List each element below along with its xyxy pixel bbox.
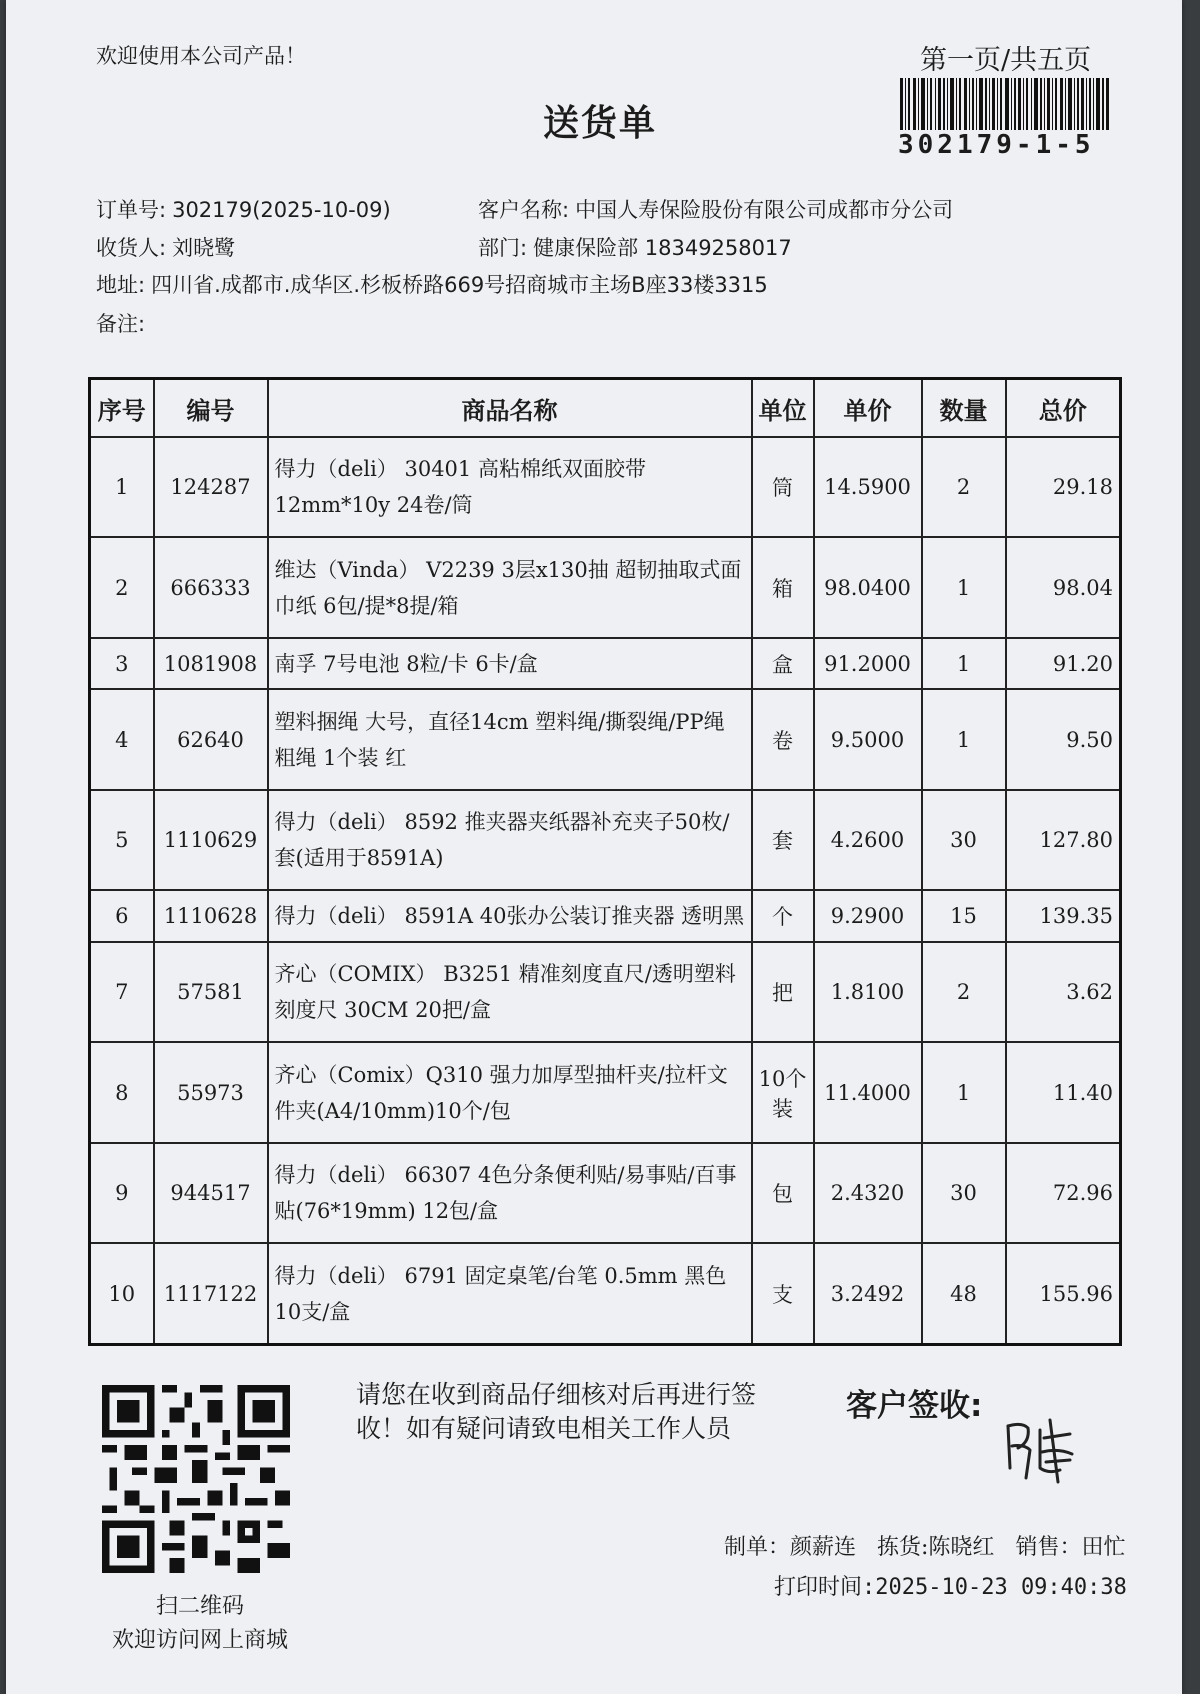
table-row bbox=[90, 638, 1121, 690]
cell-no: 10 bbox=[90, 1243, 154, 1344]
cell-price: 98.0400 bbox=[814, 537, 922, 637]
cell-total: 11.40 bbox=[1006, 1042, 1121, 1142]
receiver-label: 收货人: bbox=[96, 236, 167, 260]
cell-no: 1 bbox=[90, 437, 154, 537]
cell-qty: 15 bbox=[922, 890, 1006, 942]
qr-caption-line-1: 扫二维码 bbox=[155, 1594, 244, 1619]
items-table bbox=[88, 377, 1122, 1346]
page-info: 第一页/共五页 bbox=[920, 45, 1092, 76]
customer-name-label: 客户名称: bbox=[478, 198, 570, 222]
qr-caption bbox=[90, 1590, 310, 1658]
cell-unit: 把 bbox=[752, 942, 814, 1042]
address-field bbox=[96, 269, 768, 299]
customer-name-value: 中国人寿保险股份有限公司成都市分公司 bbox=[575, 198, 954, 222]
cell-qty: 30 bbox=[922, 1143, 1006, 1243]
order-number-label: 订单号: bbox=[96, 198, 167, 222]
address-value: 四川省.成都市.成华区.杉板桥路669号招商城市主场B座33楼3315 bbox=[151, 273, 768, 297]
cell-price: 4.2600 bbox=[814, 790, 922, 890]
table-row bbox=[90, 437, 1121, 537]
col-header-name: 商品名称 bbox=[268, 379, 752, 438]
cell-code: 55973 bbox=[154, 1042, 268, 1142]
cell-total: 127.80 bbox=[1006, 790, 1121, 890]
col-header-code: 编号 bbox=[154, 379, 268, 438]
cell-qty: 1 bbox=[922, 638, 1006, 690]
cell-name: 塑料捆绳 大号，直径14cm 塑料绳/撕裂绳/PP绳粗绳 1个装 红 bbox=[268, 689, 752, 789]
cell-qty: 1 bbox=[922, 1042, 1006, 1142]
order-number-field bbox=[96, 194, 391, 224]
cell-unit: 支 bbox=[752, 1243, 814, 1344]
cell-total: 98.04 bbox=[1006, 537, 1121, 637]
cell-price: 3.2492 bbox=[814, 1243, 922, 1344]
cell-price: 11.4000 bbox=[814, 1042, 922, 1142]
cell-name: 齐心（Comix）Q310 强力加厚型抽杆夹/拉杆文件夹(A4/10mm)10个/包 bbox=[268, 1042, 752, 1142]
cell-unit: 箱 bbox=[752, 537, 814, 637]
table-row bbox=[90, 1042, 1121, 1142]
cell-name: 齐心（COMIX） B3251 精准刻度直尺/透明塑料刻度尺 30CM 20把/盒 bbox=[268, 942, 752, 1042]
cell-price: 1.8100 bbox=[814, 942, 922, 1042]
order-number-value: 302179(2025-10-09) bbox=[172, 198, 391, 222]
cell-qty: 1 bbox=[922, 689, 1006, 789]
cell-no: 3 bbox=[90, 638, 154, 690]
receipt-notice: 请您在收到商品仔细核对后再进行签收！如有疑问请致电相关工作人员 bbox=[356, 1380, 757, 1443]
department-field bbox=[478, 232, 792, 262]
cell-unit: 套 bbox=[752, 790, 814, 890]
print-time: 打印时间:2025-10-23 09:40:38 bbox=[774, 1575, 1127, 1600]
table-row bbox=[90, 1243, 1121, 1344]
cell-no: 6 bbox=[90, 890, 154, 942]
cell-code: 62640 bbox=[154, 689, 268, 789]
customer-name-field bbox=[478, 194, 953, 224]
barcode-number: 302179-1-5 bbox=[898, 130, 1095, 160]
cell-name: 得力（deli） 8591A 40张办公装订推夹器 透明黑 bbox=[268, 890, 752, 942]
department-label: 部门: bbox=[478, 236, 528, 260]
cell-name: 得力（deli） 8592 推夹器夹纸器补充夹子50枚/套(适用于8591A) bbox=[268, 790, 752, 890]
handwritten-signature bbox=[1000, 1408, 1080, 1488]
cell-unit: 包 bbox=[752, 1143, 814, 1243]
cell-price: 14.5900 bbox=[814, 437, 922, 537]
cell-price: 91.2000 bbox=[814, 638, 922, 690]
cell-qty: 2 bbox=[922, 942, 1006, 1042]
cell-code: 1117122 bbox=[154, 1243, 268, 1344]
sales: 销售：田忙 bbox=[1015, 1535, 1126, 1560]
cell-no: 2 bbox=[90, 537, 154, 637]
cell-name: 得力（deli） 30401 高粘棉纸双面胶带 12mm*10y 24卷/筒 bbox=[268, 437, 752, 537]
picker: 拣货:陈晓红 bbox=[877, 1535, 995, 1560]
cell-no: 8 bbox=[90, 1042, 154, 1142]
table-row bbox=[90, 1143, 1121, 1243]
receiver-field bbox=[96, 232, 235, 262]
cell-code: 1110628 bbox=[154, 890, 268, 942]
cell-code: 1081908 bbox=[154, 638, 268, 690]
cell-name: 南孚 7号电池 8粒/卡 6卡/盒 bbox=[268, 638, 752, 690]
cell-code: 57581 bbox=[154, 942, 268, 1042]
cell-total: 3.62 bbox=[1006, 942, 1121, 1042]
cell-qty: 48 bbox=[922, 1243, 1006, 1344]
qr-code bbox=[102, 1385, 290, 1573]
cell-no: 9 bbox=[90, 1143, 154, 1243]
table-header-row bbox=[90, 379, 1121, 438]
address-label: 地址: bbox=[96, 273, 146, 297]
barcode bbox=[900, 78, 1110, 130]
cell-unit: 盒 bbox=[752, 638, 814, 690]
cell-qty: 30 bbox=[922, 790, 1006, 890]
customer-sign-label: 客户签收: bbox=[846, 1388, 983, 1424]
cell-name: 得力（deli） 6791 固定桌笔/台笔 0.5mm 黑色 10支/盒 bbox=[268, 1243, 752, 1344]
cell-unit: 10个装 bbox=[752, 1042, 814, 1142]
cell-total: 29.18 bbox=[1006, 437, 1121, 537]
document-title: 送货单 bbox=[542, 103, 657, 144]
department-value: 健康保险部 18349258017 bbox=[533, 236, 792, 260]
table-row bbox=[90, 689, 1121, 789]
cell-code: 666333 bbox=[154, 537, 268, 637]
cell-unit: 个 bbox=[752, 890, 814, 942]
qr-caption-line-2: 欢迎访问网上商城 bbox=[111, 1628, 288, 1653]
col-header-qty: 数量 bbox=[922, 379, 1006, 438]
cell-unit: 卷 bbox=[752, 689, 814, 789]
cell-code: 124287 bbox=[154, 437, 268, 537]
cell-name: 得力（deli） 66307 4色分条便利贴/易事贴/百事贴(76*19mm) 12包/盒 bbox=[268, 1143, 752, 1243]
table-row bbox=[90, 890, 1121, 942]
cell-total: 9.50 bbox=[1006, 689, 1121, 789]
cell-qty: 2 bbox=[922, 437, 1006, 537]
staff-line bbox=[724, 1530, 1139, 1561]
cell-unit: 筒 bbox=[752, 437, 814, 537]
cell-total: 155.96 bbox=[1006, 1243, 1121, 1344]
table-row bbox=[90, 790, 1121, 890]
col-header-no: 序号 bbox=[90, 379, 154, 438]
cell-price: 9.2900 bbox=[814, 890, 922, 942]
cell-name: 维达（Vinda） V2239 3层x130抽 超韧抽取式面巾纸 6包/提*8提/箱 bbox=[268, 537, 752, 637]
cell-code: 944517 bbox=[154, 1143, 268, 1243]
cell-no: 5 bbox=[90, 790, 154, 890]
receiver-value: 刘晓鹭 bbox=[172, 236, 236, 260]
cell-no: 4 bbox=[90, 689, 154, 789]
table-row bbox=[90, 537, 1121, 637]
cell-price: 2.4320 bbox=[814, 1143, 922, 1243]
col-header-total: 总价 bbox=[1006, 379, 1121, 438]
cell-qty: 1 bbox=[922, 537, 1006, 637]
cell-price: 9.5000 bbox=[814, 689, 922, 789]
table-row bbox=[90, 942, 1121, 1042]
remark-label: 备注: bbox=[96, 312, 146, 336]
cell-total: 72.96 bbox=[1006, 1143, 1121, 1243]
cell-code: 1110629 bbox=[154, 790, 268, 890]
col-header-unit: 单位 bbox=[752, 379, 814, 438]
remark-field bbox=[96, 308, 151, 338]
cell-total: 91.20 bbox=[1006, 638, 1121, 690]
cell-no: 7 bbox=[90, 942, 154, 1042]
cell-total: 139.35 bbox=[1006, 890, 1121, 942]
greeting-text: 欢迎使用本公司产品！ bbox=[96, 44, 306, 68]
maker: 制单：颜薪连 bbox=[724, 1535, 857, 1560]
col-header-price: 单价 bbox=[814, 379, 922, 438]
